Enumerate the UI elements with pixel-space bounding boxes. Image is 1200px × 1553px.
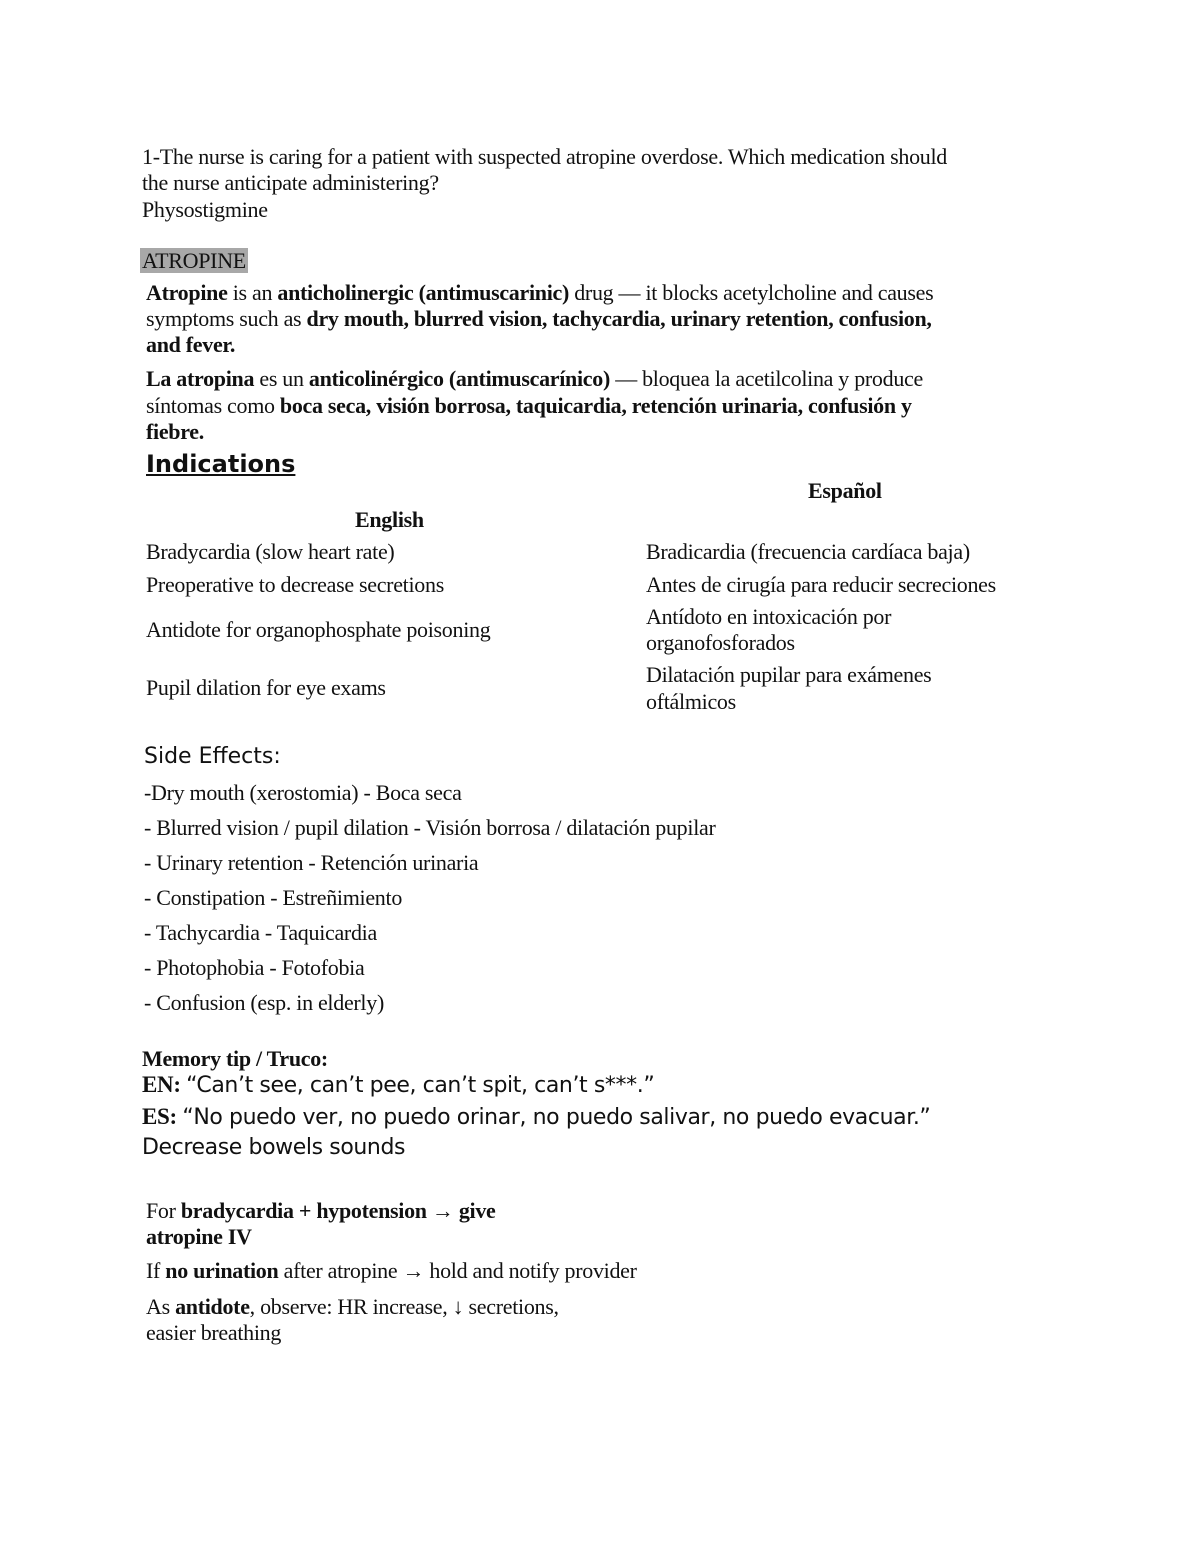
- intro-en-line-3: and fever.: [146, 332, 236, 357]
- indication-es: Dilatación pupilar para exámenes: [646, 662, 932, 687]
- indication-es: Antídoto en intoxicación por: [646, 604, 892, 629]
- side-effect-item: - Blurred vision / pupil dilation - Visión borrosa / dilatación pupilar: [144, 815, 716, 840]
- drug-title-highlight: ATROPINE: [142, 248, 246, 273]
- indications-heading: Indications: [146, 450, 296, 478]
- intro-es-line-2: síntomas como boca seca, visión borrosa, taquicardia, retención urinaria, confusión y: [146, 393, 912, 418]
- indication-en: Pupil dilation for eye exams: [146, 675, 386, 700]
- note-antidote-cont: easier breathing: [146, 1320, 282, 1345]
- intro-es-line-1: La atropina es un anticolinérgico (antimuscarínico) — bloquea la acetilcolina y produce: [146, 366, 923, 391]
- note-bradycardia: For bradycardia + hypotension → give: [146, 1198, 496, 1223]
- question-line-2: the nurse anticipate administering?: [142, 170, 439, 195]
- indication-es: Bradicardia (frecuencia cardíaca baja): [646, 539, 970, 564]
- note-antidote: As antidote, observe: HR increase, ↓ secretions,: [146, 1294, 559, 1319]
- side-effect-item: -Dry mouth (xerostomia) - Boca seca: [144, 780, 462, 805]
- side-effect-item: - Photophobia - Fotofobia: [144, 955, 365, 980]
- side-effect-item: - Constipation - Estreñimiento: [144, 885, 403, 910]
- side-effect-item: - Confusion (esp. in elderly): [144, 990, 384, 1015]
- question-line-1: 1-The nurse is caring for a patient with suspected atropine overdose. Which medication should: [142, 144, 948, 169]
- indication-en: Antidote for organophosphate poisoning: [146, 617, 491, 642]
- intro-en-line-1: Atropine is an anticholinergic (antimuscarinic) drug — it blocks acetylcholine and causes: [146, 280, 934, 305]
- intro-es-line-3: fiebre.: [146, 419, 204, 444]
- indications-col-es: Español: [808, 478, 882, 503]
- side-effects-heading: Side Effects:: [144, 744, 281, 769]
- memory-es: ES: “No puedo ver, no puedo orinar, no puedo salivar, no puedo evacuar.”: [142, 1104, 931, 1130]
- memory-title: Memory tip / Truco:: [142, 1046, 328, 1071]
- indication-en: Preoperative to decrease secretions: [146, 572, 444, 597]
- indication-es-cont: organofosforados: [646, 630, 795, 655]
- note-bradycardia-cont: atropine IV: [146, 1224, 252, 1249]
- side-effect-item: - Tachycardia - Taquicardia: [144, 920, 377, 945]
- drug-title: [140, 248, 248, 274]
- intro-en-line-2: symptoms such as dry mouth, blurred vision, tachycardia, urinary retention, confusion,: [146, 306, 932, 331]
- indications-col-en: English: [355, 507, 424, 532]
- indication-es-cont: oftálmicos: [646, 689, 736, 714]
- indication-es: Antes de cirugía para reducir secreciones: [646, 572, 996, 597]
- side-effect-item: - Urinary retention - Retención urinaria: [144, 850, 479, 875]
- memory-extra: Decrease bowels sounds: [142, 1135, 406, 1160]
- indication-en: Bradycardia (slow heart rate): [146, 539, 395, 564]
- note-urination: If no urination after atropine → hold and notify provider: [146, 1258, 637, 1283]
- question-answer: Physostigmine: [142, 197, 268, 222]
- memory-en: EN: “Can’t see, can’t pee, can’t spit, can’t s***.”: [142, 1072, 655, 1098]
